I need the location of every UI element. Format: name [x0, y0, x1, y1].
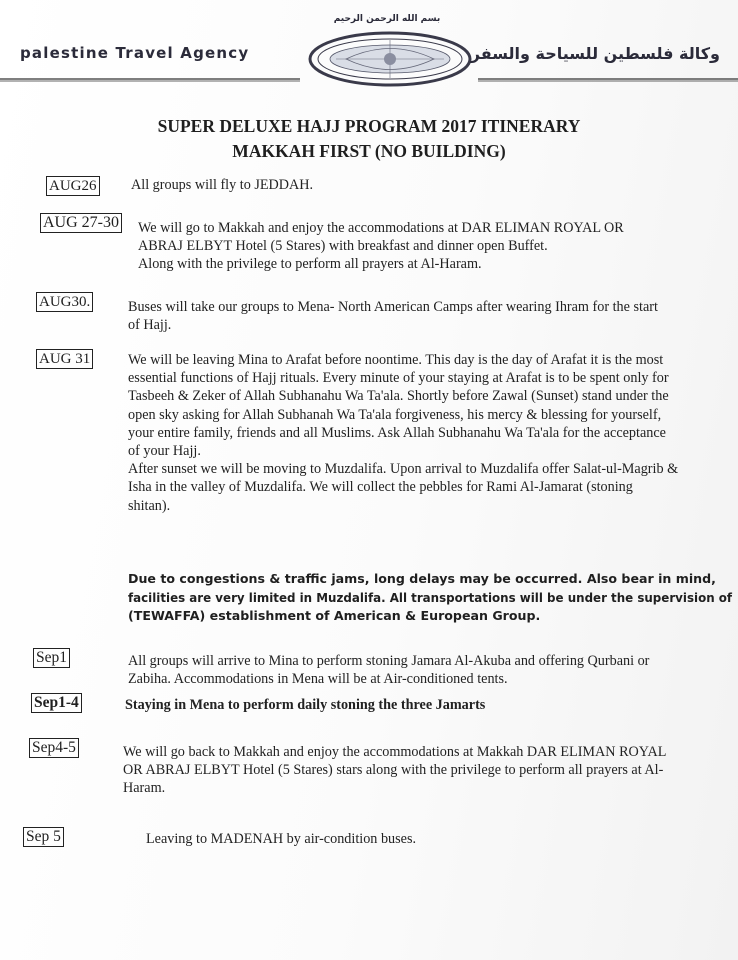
- entry-line: OR ABRAJ ELBYT Hotel (5 Stares) stars along with the privilege to perform all prayers at Al-: [123, 762, 664, 779]
- entry-line: We will be leaving Mina to Arafat before noontime. This day is the day of Arafat it is the most: [128, 352, 664, 368]
- entry-line: After sunset we will be moving to Muzdalifa. Upon arrival to Muzdalifa offer Salat-ul-Magrib &: [128, 461, 679, 478]
- letterhead: [0, 0, 738, 92]
- entry-line: All groups will arrive to Mina to perform stoning Jamara Al-Akuba and offering Qurbani or: [128, 653, 650, 669]
- entry-line: open sky asking for Allah Subhanah Wa Ta'ala forgiveness, his mercy & blessing for yourself,: [128, 406, 662, 423]
- entry-line: ABRAJ ELBYT Hotel (5 Stares) with breakfast and dinner open Buffet.: [138, 238, 548, 255]
- entry-line: Staying in Mena to perform daily stoning the three Jamarts: [125, 697, 486, 713]
- notice-line: (TEWAFFA) establishment of American & European Group.: [128, 608, 541, 623]
- entry-text-aug26: [131, 176, 313, 194]
- agency-name-english: palestine Travel Agency: [20, 44, 250, 62]
- entry-line: of your Hajj.: [128, 443, 201, 460]
- entry-line: Buses will take our groups to Mena- North American Camps after wearing Ihram for the start: [128, 299, 658, 315]
- header-arabic-inscription: بسم الله الرحمن الرحيم: [333, 14, 441, 24]
- entry-text-aug31: [128, 351, 678, 515]
- entry-line: Isha in the valley of Muzdalifa. We will collect the pebbles for Rami Al-Jamarat (stoning: [128, 479, 633, 496]
- header-rule: [0, 78, 738, 82]
- entry-text-sep1-4: [125, 696, 485, 714]
- itinerary-subtitle: MAKKAH FIRST (NO BUILDING): [232, 141, 506, 161]
- entry-line: Zabiha. Accommodations in Mena will be at Air-conditioned tents.: [128, 671, 508, 688]
- entry-line: of Hajj.: [128, 317, 172, 334]
- date-label-aug31: AUG 31: [36, 349, 93, 369]
- entry-line: All groups will fly to JEDDAH.: [131, 177, 314, 193]
- itinerary-title: SUPER DELUXE HAJJ PROGRAM 2017 ITINERARY: [157, 116, 581, 136]
- entry-line: We will go back to Makkah and enjoy the accommodations at Makkah DAR ELIMAN ROYAL: [123, 744, 667, 760]
- entry-text-sep4-5: [123, 743, 666, 798]
- agency-name-arabic: وكالة فلسطين للسياحة والسفر: [470, 44, 720, 63]
- date-label-sep4-5: Sep4-5: [29, 738, 79, 758]
- entry-text-aug30: [128, 298, 658, 334]
- entry-line: essential functions of Hajj rituals. Every minute of your staying at Arafat is to be spent only for: [128, 370, 669, 387]
- date-label-sep1-4: Sep1-4: [31, 693, 82, 713]
- entry-text-sep1: [128, 652, 649, 688]
- entry-text-aug27-30: [138, 219, 624, 274]
- date-label-sep5: Sep 5: [23, 827, 64, 847]
- entry-line: shitan).: [128, 497, 171, 514]
- date-label-aug30: AUG30.: [36, 292, 93, 312]
- entry-line: We will go to Makkah and enjoy the accommodations at DAR ELIMAN ROYAL OR: [138, 220, 624, 236]
- date-label-aug27-30: AUG 27-30: [40, 213, 122, 233]
- entry-line: Tasbeeh & Zeker of Allah Subhanahu Wa Ta'ala. Shortly before Zawal (Sunset) stand under the: [128, 388, 669, 405]
- congestion-notice: [128, 570, 733, 626]
- notice-line: Due to congestions & traffic jams, long delays may be occurred. Also bear in mind,: [128, 571, 716, 586]
- entry-line: Along with the privilege to perform all prayers at Al-Haram.: [138, 256, 482, 273]
- date-label-sep1: Sep1: [33, 648, 70, 668]
- entry-line: Haram.: [123, 780, 166, 797]
- entry-text-sep5: [146, 830, 416, 848]
- notice-line: facilities are very limited in Muzdalifa. All transportations will be under the supervision of: [128, 589, 733, 605]
- entry-line: Leaving to MADENAH by air-condition buses.: [146, 831, 417, 847]
- date-label-aug26: AUG26: [46, 176, 100, 196]
- entry-line: your entire family, friends and all Muslims. Ask Allah Subhanahu Wa Ta'ala for the acceptance: [128, 424, 666, 441]
